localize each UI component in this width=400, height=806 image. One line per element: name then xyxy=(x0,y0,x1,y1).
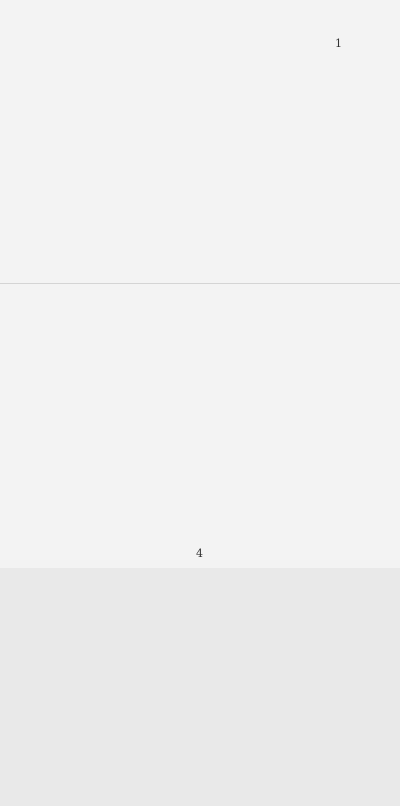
text-column xyxy=(289,40,298,268)
text-column xyxy=(273,40,282,268)
text-column xyxy=(347,584,356,806)
text-column xyxy=(203,584,212,806)
text-column xyxy=(139,584,148,806)
text-column xyxy=(49,40,58,268)
text-column xyxy=(123,584,132,806)
text-column xyxy=(0,584,4,806)
text-column xyxy=(155,584,164,806)
text-column xyxy=(241,40,250,268)
text-column xyxy=(299,584,308,806)
text-column xyxy=(91,584,100,806)
text-column xyxy=(145,40,154,268)
text-column xyxy=(33,40,42,268)
text-column xyxy=(65,40,74,268)
text-column xyxy=(193,40,202,268)
text-column xyxy=(321,40,330,268)
text-column xyxy=(257,40,266,268)
text-column xyxy=(129,40,138,268)
text-column xyxy=(315,584,324,806)
page-number-top: 1 xyxy=(335,37,342,50)
text-column xyxy=(161,40,170,268)
text-column xyxy=(283,584,292,806)
text-column xyxy=(107,584,116,806)
text-block-bottom xyxy=(0,584,356,806)
text-column xyxy=(219,584,228,806)
text-column xyxy=(171,584,180,806)
text-column xyxy=(187,584,196,806)
text-column xyxy=(331,584,340,806)
text-column xyxy=(75,584,84,806)
text-column xyxy=(251,584,260,806)
text-column xyxy=(235,584,244,806)
text-column xyxy=(225,40,234,268)
text-column xyxy=(43,584,52,806)
text-column xyxy=(267,584,276,806)
text-column xyxy=(97,40,106,268)
text-block-top xyxy=(0,40,330,268)
page-bottom xyxy=(0,284,400,568)
text-column xyxy=(177,40,186,268)
text-column xyxy=(59,584,68,806)
text-column xyxy=(305,40,314,268)
text-column xyxy=(113,40,122,268)
text-column xyxy=(81,40,90,268)
text-column xyxy=(17,40,26,268)
text-column xyxy=(27,584,36,806)
text-column xyxy=(1,40,10,268)
page-top xyxy=(0,0,400,284)
page-number-bottom: 4 xyxy=(196,547,203,560)
text-column xyxy=(11,584,20,806)
text-column xyxy=(209,40,218,268)
